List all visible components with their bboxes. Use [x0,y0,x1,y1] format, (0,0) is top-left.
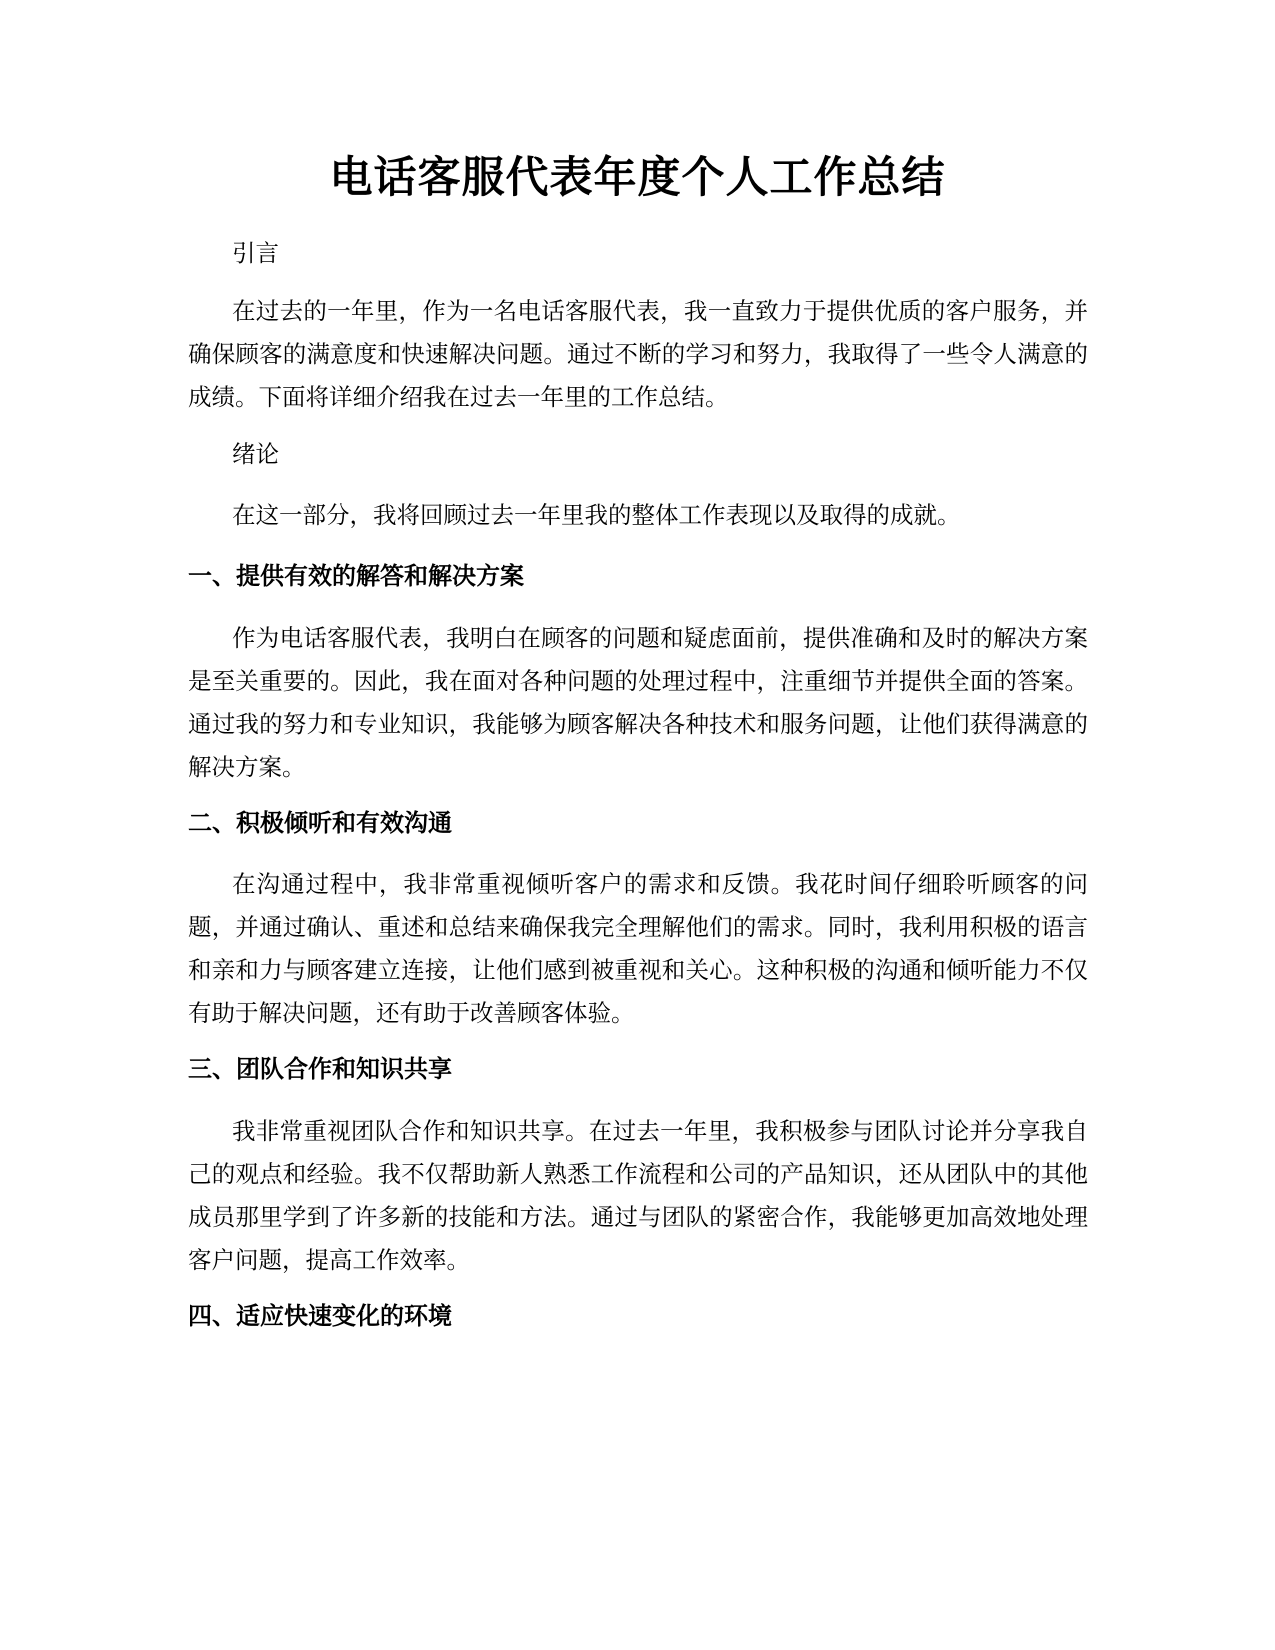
section-1-heading: 一、提供有效的解答和解决方案 [188,562,524,590]
section-3-paragraph: 我非常重视团队合作和知识共享。在过去一年里，我积极参与团队讨论并分享我自己的观点和经验。我不仅帮助新人熟悉工作流程和公司的产品知识，还从团队中的其他成员那里学到了许多新的技能和方法。通过与团队的紧密合作，我能够更加高效地处理客户问题，提高工作效率。 [188,1117,1088,1274]
section-3-heading: 三、团队合作和知识共享 [188,1055,452,1083]
section-1-paragraph: 作为电话客服代表，我明白在顾客的问题和疑虑面前，提供准确和及时的解决方案是至关重要的。因此，我在面对各种问题的处理过程中，注重细节并提供全面的答案。通过我的努力和专业知识，我能够为顾客解决各种技术和服务问题，让他们获得满意的解决方案。 [188,624,1088,781]
document-title: 电话客服代表年度个人工作总结 [329,153,946,203]
intro-paragraph: 在过去的一年里，作为一名电话客服代表，我一直致力于提供优质的客户服务，并确保顾客的满意度和快速解决问题。通过不断的学习和努力，我取得了一些令人满意的成绩。下面将详细介绍我在过去一年里的工作总结。 [188,297,1088,411]
preface-label: 绪论 [232,440,279,468]
section-2-paragraph: 在沟通过程中，我非常重视倾听客户的需求和反馈。我花时间仔细聆听顾客的问题，并通过确认、重述和总结来确保我完全理解他们的需求。同时，我利用积极的语言和亲和力与顾客建立连接，让他们感到被重视和关心。这种积极的沟通和倾听能力不仅有助于解决问题，还有助于改善顾客体验。 [188,870,1088,1027]
preface-paragraph: 在这一部分，我将回顾过去一年里我的整体工作表现以及取得的成就。 [232,501,961,529]
section-2-heading: 二、积极倾听和有效沟通 [188,809,452,837]
intro-label: 引言 [232,239,279,267]
section-4-heading: 四、适应快速变化的环境 [188,1302,452,1330]
